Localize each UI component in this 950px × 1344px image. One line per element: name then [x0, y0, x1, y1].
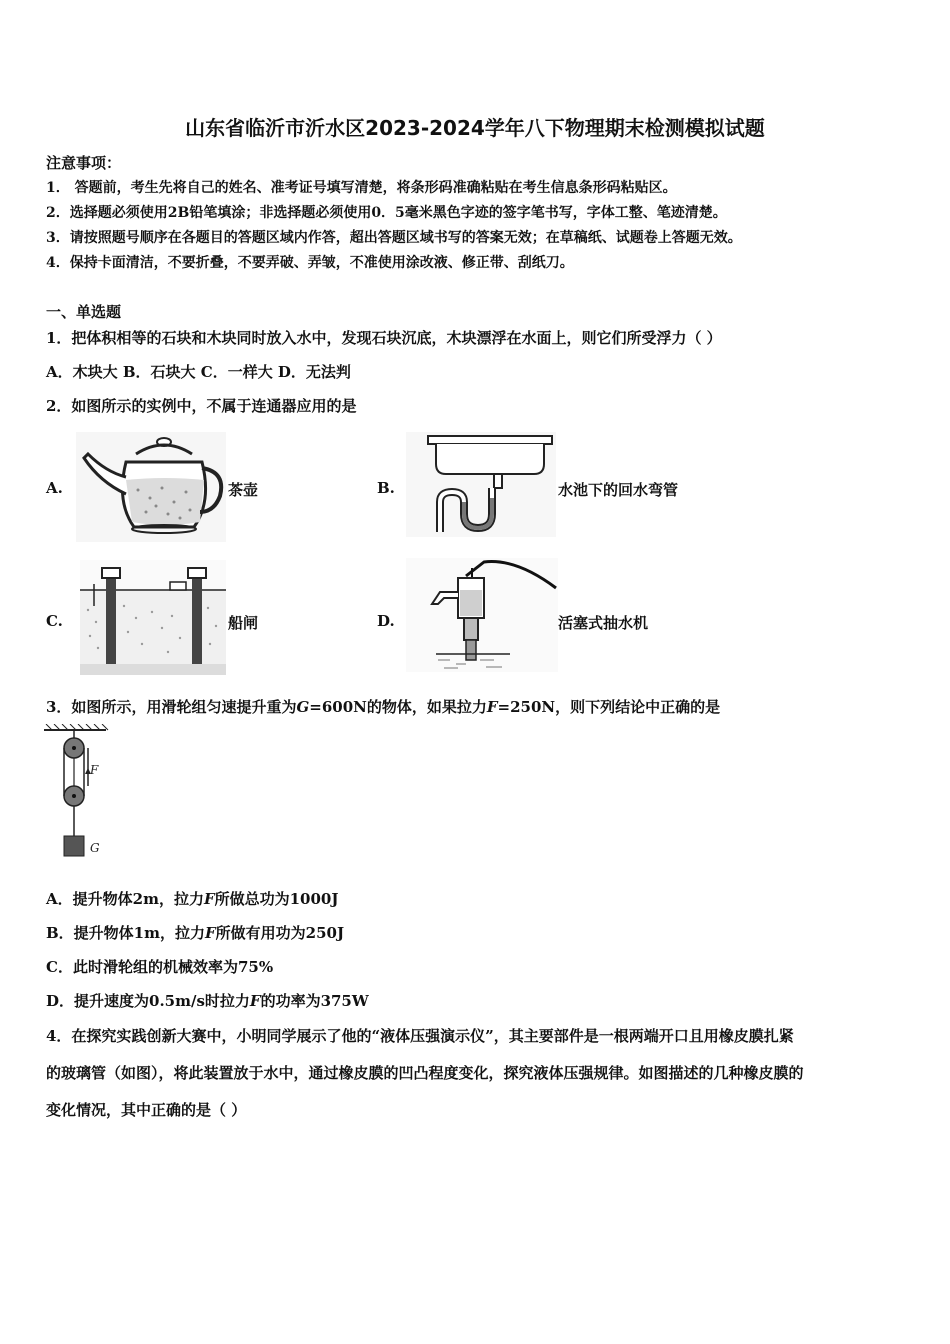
section-heading: 一、单选题	[46, 303, 122, 321]
q3-stem-suffix: ，则下列结论中正确的是	[555, 698, 721, 716]
q4-line: 的玻璃管（如图），将此装置放于水中，通过橡皮膜的凹凸程度变化，探究液体压强规律。如图描述的几种橡皮膜的	[46, 1064, 804, 1082]
notice-item: 3．请按照题号顺序在各题目的答题区域内作答，超出答题区域书写的答案无效；在草稿纸、试题卷上答题无效。	[46, 230, 742, 246]
force-label: F	[90, 763, 99, 777]
q2-option-c-letter: C.	[46, 612, 63, 630]
q3-stem	[46, 696, 720, 717]
page-title: 山东省临沂市沂水区2023-2024学年八下物理期末检测模拟试题	[185, 116, 765, 140]
q4-line: 4．在探究实践创新大赛中，小明同学展示了他的“液体压强演示仪”，其主要部件是一根两端开口且用橡皮膜扎紧	[46, 1027, 794, 1045]
q3-option-d	[46, 990, 369, 1011]
q2-option-b-caption: 水池下的回水弯管	[558, 481, 679, 499]
q3-g-symbol: G	[296, 698, 310, 716]
notice-heading: 注意事项：	[46, 154, 122, 172]
teapot-figure	[76, 432, 226, 542]
notice-item: 1． 答题前，考生先将自己的姓名、准考证号填写清楚，将条形码准确粘贴在考生信息条形码粘贴区。	[46, 180, 677, 196]
q3-option-b-pre: B．提升物体1m，拉力	[46, 924, 205, 942]
q4-line: 变化情况，其中正确的是（ ）	[46, 1101, 247, 1119]
weight-label: G	[90, 841, 100, 855]
ship-lock-figure	[80, 560, 226, 675]
q3-option-b-sym: F	[205, 924, 216, 942]
q3-option-b-post: 所做有用功为250J	[215, 924, 345, 942]
pulley-system-figure	[42, 724, 122, 860]
q3-option-d-pre: D．提升速度为0.5m/s时拉力	[46, 992, 250, 1010]
q1-options: A．木块大 B．石块大 C．一样大 D．无法判	[46, 363, 351, 381]
q2-option-d-letter: D.	[377, 612, 395, 630]
q3-g-value: =600N	[309, 698, 367, 716]
q3-stem-prefix: 3．如图所示，用滑轮组匀速提升重为	[46, 698, 297, 716]
q3-stem-mid: 的物体，如果拉力	[366, 698, 487, 716]
q3-option-d-post: 的功率为375W	[260, 992, 369, 1010]
q3-option-a-sym: F	[203, 890, 215, 908]
q3-option-b	[46, 922, 344, 943]
q2-option-a-caption: 茶壶	[228, 481, 259, 499]
q3-f-value: =250N	[497, 698, 556, 716]
q2-stem: 2．如图所示的实例中，不属于连通器应用的是	[46, 397, 357, 415]
q2-option-c-caption: 船闸	[228, 614, 259, 632]
q3-option-a-post: 所做总功为1000J	[214, 890, 339, 908]
q2-option-d-caption: 活塞式抽水机	[558, 614, 649, 632]
piston-pump-figure	[406, 558, 558, 672]
q1-stem: 1．把体积相等的石块和木块同时放入水中，发现石块沉底，木块漂浮在水面上，则它们所受浮力（ ）	[46, 329, 722, 347]
q3-option-a	[46, 888, 338, 909]
notice-item: 2．选择题必须使用2B铅笔填涂；非选择题必须使用0．5毫米黑色字迹的签字笔书写，字体工整、笔迹清楚。	[46, 205, 727, 221]
q2-option-a-letter: A.	[46, 479, 63, 497]
q3-option-c	[46, 956, 273, 977]
q3-f-symbol: F	[486, 698, 498, 716]
q3-option-c-pre: C．此时滑轮组的机械效率为75%	[46, 958, 274, 976]
q2-option-b-letter: B.	[377, 479, 395, 497]
sink-trap-figure	[406, 432, 556, 537]
notice-item: 4．保持卡面清洁，不要折叠，不要弄破、弄皱，不准使用涂改液、修正带、刮纸刀。	[46, 255, 574, 271]
q3-option-d-sym: F	[249, 992, 261, 1010]
q3-option-a-pre: A．提升物体2m，拉力	[46, 890, 204, 908]
